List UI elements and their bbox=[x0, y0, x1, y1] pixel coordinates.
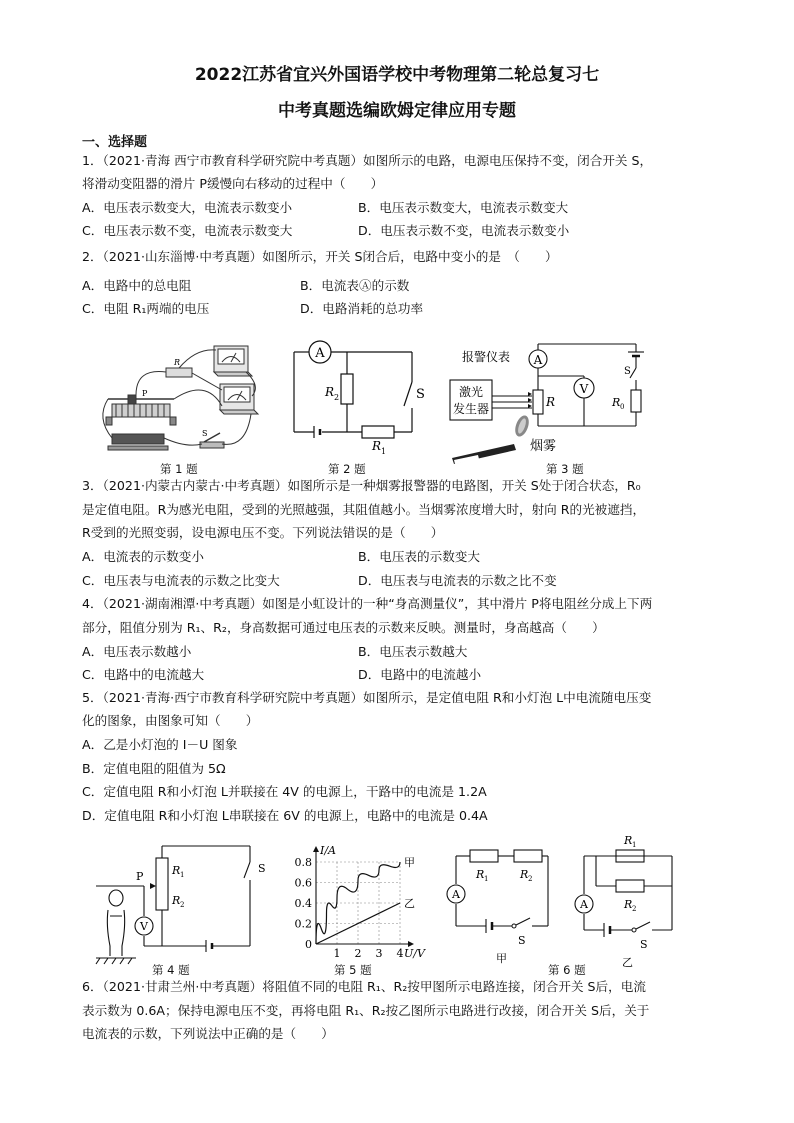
figure-6-circuits bbox=[444, 828, 694, 968]
y-tick-label: 0.8 bbox=[294, 856, 312, 869]
fig6-jia-label-r2-sub: 2 bbox=[528, 875, 533, 883]
figure-1-apparatus bbox=[96, 338, 266, 458]
q1-stem-line2: 将滑动变阻器的滑片 P缓慢向右移动的过程中（ ） bbox=[82, 176, 384, 191]
fig6-yi-label-r1-sub: 1 bbox=[632, 841, 637, 849]
fig2-label-r2-sub: 2 bbox=[334, 393, 340, 402]
caption-fig1: 第 1 题 bbox=[160, 462, 198, 476]
q5-option-a: A．乙是小灯泡的 I－U 图象 bbox=[82, 737, 238, 752]
resistor-r0 bbox=[631, 390, 641, 412]
x-tick-label: 4 bbox=[396, 947, 404, 960]
q3-option-c: C．电压表与电流表的示数之比变大 bbox=[82, 573, 280, 588]
q2-stem: 2．（2021·山东淄博·中考真题）如图所示，开关 S闭合后，电路中变小的是 （ ） bbox=[82, 249, 558, 264]
q1-option-b: B．电压表示数变大，电流表示数变大 bbox=[358, 200, 569, 215]
q5-stem-line1: 5．（2021·青海·西宁市教育科学研究院中考真题）如图所示，是定值电阻 R和小灯泡 L中电流随电压变 bbox=[82, 690, 652, 705]
caption-fig5: 第 5 题 bbox=[334, 963, 372, 977]
y-tick-label: 0.2 bbox=[294, 917, 312, 931]
q4-stem-line2: 部分，阻值分别为 R₁、R₂，身高数据可通过电压表的示数来反映。测量时，身高越高（ ） bbox=[82, 620, 605, 635]
y-axis-label: I/A bbox=[320, 844, 336, 857]
q5-option-b: B．定值电阻的阻值为 5Ω bbox=[82, 761, 226, 776]
resistor-wire-r1-r2 bbox=[156, 858, 168, 910]
fig4-label-r2: R bbox=[172, 894, 181, 907]
q5-option-d: D．定值电阻 R和小灯泡 L串联接在 6V 的电源上，电路中的电流是 0.4A bbox=[82, 808, 488, 823]
chart-labels bbox=[295, 844, 426, 960]
resistor-r2-yi bbox=[616, 880, 644, 892]
q3-stem-line1: 3．（2021·内蒙古内蒙古·中考真题）如图所示是一种烟雾报警器的电路图，开关 S处于闭合状态，R₀ bbox=[82, 478, 641, 493]
q4-option-b: B．电压表示数越大 bbox=[358, 644, 468, 659]
x-tick-label: 1 bbox=[333, 947, 341, 960]
y-tick-label: 0.6 bbox=[294, 876, 312, 890]
fig3-alarm-label: 报警仪表 bbox=[462, 350, 511, 364]
q1-option-a: A．电压表示数变大，电流表示数变小 bbox=[82, 200, 293, 215]
voltmeter-icon bbox=[220, 384, 258, 414]
figure-2-circuit bbox=[292, 340, 425, 458]
fig6-jia-label-r1-sub: 1 bbox=[484, 875, 489, 883]
x-tick-label: 3 bbox=[375, 947, 383, 960]
series-label-yi: 乙 bbox=[404, 897, 415, 910]
fig2-label-r1-sub: 1 bbox=[381, 447, 387, 456]
q2-option-b: B．电流表Ⓐ的示数 bbox=[300, 278, 410, 293]
fig4-voltmeter-label: V bbox=[140, 920, 148, 933]
fig3-ammeter-label: A bbox=[533, 353, 543, 367]
figure-5-iu-chart bbox=[290, 836, 430, 964]
fig3-laser-line2: 发生器 bbox=[452, 402, 490, 416]
series-label-jia: 甲 bbox=[404, 856, 415, 869]
q4-option-a: A．电压表示数越小 bbox=[82, 644, 192, 659]
fig6-yi-caption: 乙 bbox=[622, 956, 633, 969]
q3-option-a: A．电流表的示数变小 bbox=[82, 549, 204, 564]
ammeter-icon bbox=[214, 346, 252, 376]
photoresistor-r bbox=[533, 390, 543, 414]
q2-option-d: D．电路消耗的总功率 bbox=[300, 301, 424, 316]
fig6-jia-label-s: S bbox=[518, 934, 526, 947]
fig6-yi-label-r1: R bbox=[624, 834, 633, 847]
caption-fig2: 第 2 题 bbox=[328, 462, 366, 476]
y-axis-arrow bbox=[313, 846, 319, 852]
fig6-jia-label-r2: R bbox=[520, 868, 529, 881]
resistor-r2 bbox=[341, 374, 353, 404]
fig6-jia-label-r1: R bbox=[476, 868, 485, 881]
fig3-label-r0-sub: 0 bbox=[620, 403, 625, 411]
fig3-label-r0: R bbox=[612, 396, 621, 409]
fig6-jia-ammeter-label: A bbox=[452, 888, 460, 901]
fig4-label-r2-sub: 2 bbox=[180, 901, 185, 909]
q3-stem-line2: 是定值电阻。R为感光电阻，受到的光照越强，其阻值越小。当烟雾浓度增大时，射向 R的光被遮挡， bbox=[82, 502, 646, 517]
switch-s bbox=[404, 382, 412, 406]
q4-option-d: D．电路中的电流越小 bbox=[358, 667, 482, 682]
fig4-label-s: S bbox=[258, 862, 266, 875]
fig2-ammeter-label: A bbox=[315, 346, 325, 361]
fig2-label-r1: R bbox=[372, 439, 382, 453]
fig3-label-s: S bbox=[624, 366, 631, 377]
fig1-label-s: S bbox=[202, 429, 208, 438]
q1-option-d: D．电压表示数不变，电流表示数变小 bbox=[358, 223, 570, 238]
q1-option-c: C．电压表示数不变，电流表示数变大 bbox=[82, 223, 293, 238]
switch-s-yi bbox=[634, 922, 650, 930]
q1-stem-line1: 1．（2021·青海 西宁市教育科学研究院中考真题）如图所示的电路，电源电压保持不变，闭合开关 S， bbox=[82, 153, 653, 168]
fig3-label-r: R bbox=[546, 395, 556, 409]
fig1-label-r: R bbox=[174, 358, 181, 367]
chart-axes bbox=[313, 846, 414, 947]
section-heading: 一、选择题 bbox=[82, 135, 148, 150]
resistor-r2-jia bbox=[514, 850, 542, 862]
person-head-icon bbox=[109, 890, 123, 906]
q5-option-c: C．定值电阻 R和小灯泡 L并联接在 4V 的电源上，干路中的电流是 1.2A bbox=[82, 784, 487, 799]
fig2-label-s: S bbox=[416, 387, 425, 402]
q6-stem-line1: 6．（2021·甘肃兰州·中考真题）将阻值不同的电阻 R₁、R₂按甲图所示电路连接，闭合开关 S后，电流 bbox=[82, 979, 646, 994]
switch-s bbox=[630, 368, 636, 378]
q3-option-b: B．电压表的示数变大 bbox=[358, 549, 480, 564]
fig3-smoke-label: 烟雾 bbox=[530, 439, 557, 454]
switch-s bbox=[244, 862, 250, 878]
q4-option-c: C．电路中的电流越大 bbox=[82, 667, 205, 682]
fig1-label-p: P bbox=[142, 389, 148, 398]
caption-fig3: 第 3 题 bbox=[546, 462, 584, 476]
q2-option-c: C．电阻 R₁两端的电压 bbox=[82, 301, 210, 316]
fig6-jia-caption: 甲 bbox=[496, 952, 507, 965]
switch-s-jia bbox=[514, 918, 530, 926]
x-tick-label: 2 bbox=[354, 947, 362, 960]
origin-label: 0 bbox=[305, 938, 312, 951]
caption-fig4: 第 4 题 bbox=[152, 963, 190, 977]
fig3-laser-line1: 激光 bbox=[458, 385, 484, 399]
fig4-label-r1-sub: 1 bbox=[180, 871, 185, 879]
fig4-label-r1: R bbox=[172, 864, 181, 877]
q2-option-a: A．电路中的总电阻 bbox=[82, 278, 192, 293]
q6-stem-line2: 表示数为 0.6A；保持电源电压不变，再将电阻 R₁、R₂按乙图所示电路进行改接，闭合开关 S后，关于 bbox=[82, 1003, 650, 1018]
caption-fig6: 第 6 题 bbox=[548, 963, 586, 977]
resistor-r1-jia bbox=[470, 850, 498, 862]
fig6-yi-label-r2: R bbox=[624, 898, 633, 911]
battery-icon bbox=[108, 434, 168, 450]
fig4-label-p: P bbox=[136, 870, 144, 883]
y-tick-label: 0.4 bbox=[294, 897, 312, 910]
resistor-r1 bbox=[362, 426, 394, 438]
q5-stem-line2: 化的图象，由图象可知（ ） bbox=[82, 713, 259, 728]
rheostat-icon bbox=[106, 395, 176, 425]
x-axis-label: U/V bbox=[404, 947, 425, 960]
resistor-icon bbox=[166, 368, 192, 377]
paper-title-line1: 2022江苏省宜兴外国语学校中考物理第二轮总复习七 bbox=[194, 65, 600, 85]
fig3-voltmeter-label: V bbox=[579, 382, 589, 396]
fig2-label-r2: R bbox=[325, 385, 335, 399]
q6-stem-line3: 电流表的示数，下列说法中正确的是（ ） bbox=[82, 1026, 334, 1041]
fig6-yi-label-s: S bbox=[640, 938, 648, 951]
paper-title-line2: 中考真题选编欧姆定律应用专题 bbox=[278, 101, 516, 121]
q3-option-d: D．电压表与电流表的示数之比不变 bbox=[358, 573, 557, 588]
figure-4-height-meter bbox=[96, 836, 271, 966]
q4-stem-line1: 4．（2021·湖南湘潭·中考真题）如图是小虹设计的一种“身高测量仪”，其中滑片 P将电阻丝分成上下两 bbox=[82, 596, 653, 611]
fig6-yi-label-r2-sub: 2 bbox=[632, 905, 637, 913]
figure-3-smoke-alarm bbox=[448, 334, 668, 464]
fig6-yi-ammeter-label: A bbox=[580, 898, 588, 911]
q3-stem-line3: R受到的光照变弱，设电源电压不变。下列说法错误的是（ ） bbox=[82, 525, 444, 540]
